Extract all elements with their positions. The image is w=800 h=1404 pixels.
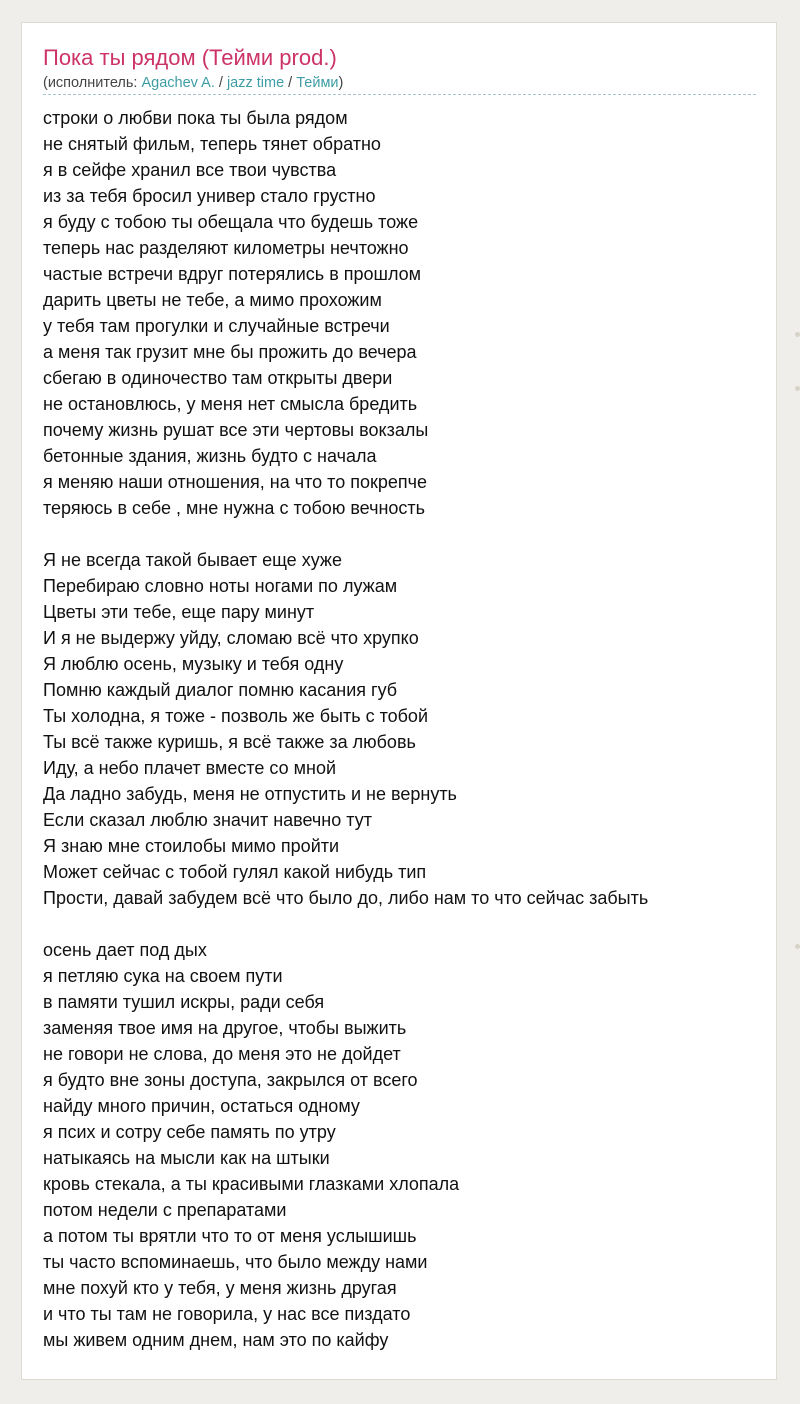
artist-link-agachev[interactable]: Agachev A. (141, 75, 215, 91)
lyric-line: Перебираю словно ноты ногами по лужам (43, 576, 398, 596)
artist-separator: / (284, 75, 297, 91)
lyric-line: Может сейчас с тобой гулял какой нибудь тип (43, 862, 427, 882)
lyric-line: кровь стекала, а ты красивыми глазками хлопала (43, 1174, 460, 1194)
lyric-line: натыкаясь на мысли как на штыки (43, 1148, 330, 1168)
lyric-line: я меняю наши отношения, на что то покрепче (43, 472, 428, 492)
artist-link-jazz-time[interactable]: jazz time (226, 75, 285, 91)
edge-dot (795, 386, 800, 391)
lyric-line: из за тебя бросил универ стало грустно (43, 186, 376, 206)
artist-prefix: (исполнитель: (43, 75, 142, 91)
lyric-line: не говори не слова, до меня это не дойдет (43, 1044, 401, 1064)
lyric-line: я буду с тобою ты обещала что будешь тоже (43, 212, 419, 232)
lyric-line: я псих и сотру себе память по утру (43, 1122, 336, 1142)
edge-dot (795, 944, 800, 949)
artist-link-teimi[interactable]: Тейми (296, 75, 339, 91)
lyric-line: бетонные здания, жизнь будто с начала (43, 446, 377, 466)
lyric-line: осень дает под дых (43, 940, 207, 960)
lyric-line: я петляю сука на своем пути (43, 966, 283, 986)
lyric-line: И я не выдержу уйду, сломаю всё что хрупко (43, 628, 419, 648)
lyric-line: у тебя там прогулки и случайные встречи (43, 316, 390, 336)
lyric-line: не снятый фильм, теперь тянет обратно (43, 134, 381, 154)
lyric-line: Ты всё также куришь, я всё также за любовь (43, 732, 416, 752)
lyric-line: Цветы эти тебе, еще пару минут (43, 602, 315, 622)
artist-suffix: ) (338, 75, 344, 91)
lyrics-card (21, 22, 777, 1380)
lyric-line: заменяя твое имя на другое, чтобы выжить (43, 1018, 407, 1038)
lyric-line: мы живем одним днем, нам это по кайфу (43, 1330, 389, 1350)
lyric-line: Иду, а небо плачет вместе со мной (43, 758, 337, 778)
edge-dot (795, 332, 800, 337)
lyric-line: теряюсь в себе , мне нужна с тобою вечность (43, 498, 426, 518)
header-divider (43, 94, 756, 95)
lyric-line: Да ладно забудь, меня не отпустить и не вернуть (43, 784, 457, 804)
lyric-line: ты часто вспоминаешь, что было между нами (43, 1252, 428, 1272)
lyric-line: Я не всегда такой бывает еще хуже (43, 550, 342, 570)
lyrics-body (43, 105, 763, 1379)
lyric-line: мне похуй кто у тебя, у меня жизнь другая (43, 1278, 397, 1298)
lyric-line: почему жизнь рушат все эти чертовы вокзалы (43, 420, 429, 440)
lyric-line: не остановлюсь, у меня нет смысла бредить (43, 394, 418, 414)
lyric-line: теперь нас разделяют километры нечтожно (43, 238, 409, 258)
lyric-line: а потом ты врятли что то от меня услышишь (43, 1226, 417, 1246)
lyric-line: в памяти тушил искры, ради себя (43, 992, 325, 1012)
lyric-line: строки о любви пока ты была рядом (43, 108, 348, 128)
lyric-line: сбегаю в одиночество там открыты двери (43, 368, 393, 388)
lyric-line: я будто вне зоны доступа, закрылся от всего (43, 1070, 418, 1090)
lyric-line: дарить цветы не тебе, а мимо прохожим (43, 290, 382, 310)
lyric-line: а меня так грузит мне бы прожить до вечера (43, 342, 417, 362)
lyric-line: Прости, давай забудем всё что было до, либо нам то что сейчас забыть (43, 888, 649, 908)
lyric-line: я в сейфе хранил все твои чувства (43, 160, 337, 180)
lyric-line: Ты холодна, я тоже - позволь же быть с тобой (43, 706, 428, 726)
song-title: Пока ты рядом (Тейми prod.) (43, 45, 337, 70)
artist-line (43, 74, 343, 92)
lyric-line: и что ты там не говорила, у нас все пиздато (43, 1304, 411, 1324)
lyric-line: найду много причин, остаться одному (43, 1096, 360, 1116)
verse (43, 105, 763, 521)
lyric-line: Если сказал люблю значит навечно тут (43, 810, 372, 830)
lyric-line: Я люблю осень, музыку и тебя одну (43, 654, 344, 674)
lyric-line: Я знаю мне стоилобы мимо пройти (43, 836, 340, 856)
lyric-line: частые встречи вдруг потерялись в прошлом (43, 264, 422, 284)
lyric-line: потом недели с препаратами (43, 1200, 287, 1220)
artist-separator: / (214, 75, 227, 91)
lyric-line: Помню каждый диалог помню касания губ (43, 680, 398, 700)
verse (43, 937, 763, 1353)
verse (43, 547, 763, 911)
